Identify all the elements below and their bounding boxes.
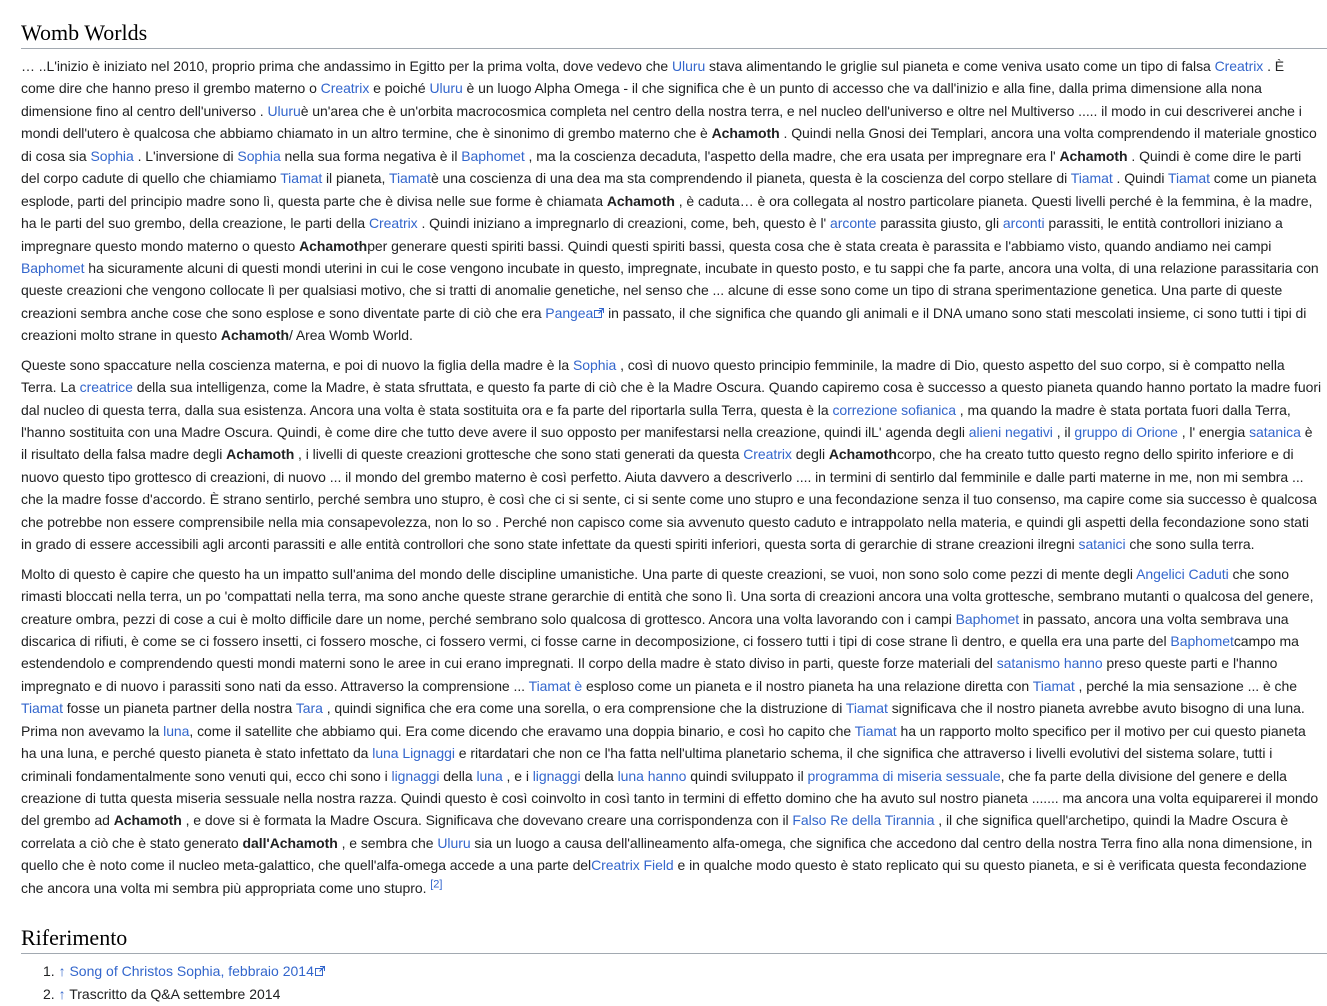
text-run: . Quindi è come dire le parti [1127,147,1302,164]
text-run: . Quindi [1112,170,1168,187]
external-link[interactable] [545,305,604,321]
wiki-link[interactable] [392,768,440,784]
text-run: creazione di tutta questa miseria sessuale nella nostra razza. Quindi questo è così coinvolto in così tanto in termini di effetto domino che ha avuto sul nostro pianeta ....... ma ancora una volta equiparerei il mondo [21,790,1319,806]
text-run: di cosa sia [21,147,91,164]
text-run: il risultato della falsa madre degli [21,446,227,463]
text-line [21,77,1327,99]
text-run: mondi dell'utero è qualcosa che abbiamo chiamato in un altro termine, che è sinonimo di grembo materno che è [21,125,712,142]
reference-number: 1. [43,963,55,980]
text-line [21,279,1327,301]
reference-item [41,960,1327,983]
link-text: Uluru [429,80,463,97]
wiki-link[interactable] [792,812,934,828]
text-run: come un pianeta [1209,170,1317,187]
text-line [21,511,1327,533]
link-text: Tiamat [845,700,888,717]
text-line [21,533,1327,555]
text-line [21,122,1327,144]
text-line [21,742,1327,764]
text-run: dal nucleo di questa terra, dalla sua esistenza. Ancora una volta è stata sostituita ora e fa parte del riportarla sulla Terra, questa è la [21,401,833,418]
text-run: campo ma [1233,632,1299,649]
text-line [21,585,1327,607]
text-run: degli [791,446,829,463]
text-run: , è caduta… è ora collegata al nostro particolare pianeta. Questi livelli perché è la femmina, è la madre, [674,192,1313,209]
text-run: ha un rapporto molto specifico per il motivo per cui questo pianeta [896,722,1306,739]
text-run: , l' energia [1177,424,1250,440]
link-text: gruppo di Orione [1074,424,1178,440]
text-line [21,563,1327,585]
text-run: ha una luna, e perché questo pianeta è stato infettato da [21,745,373,762]
text-run: criminali fondamentalmente sono venuti qui, ecco chi sono i [21,767,392,784]
text-run: nuovo questo tipo grottesco di creazioni, di nuovo ... il mondo del grembo materno è così perfetto. Aiuta davvero a descriverlo .... in termini di sentirlo dal femminile e dalle parti materne in me, non mi sembra ... [21,468,1304,485]
link-text: luna [163,722,190,739]
link-text: alieni negativi [968,424,1053,440]
text-run: che sono [1228,565,1289,582]
wiki-link[interactable] [855,723,897,739]
text-line [21,167,1327,189]
paragraph [21,354,1327,556]
link-text: Creatrix [369,215,418,232]
wiki-link[interactable] [1033,678,1075,694]
bold-term: Achamoth [220,327,289,344]
text-line [21,809,1327,831]
citation-superscript [430,878,442,890]
text-run: . È [1263,58,1285,74]
link-text: Tiamat [1032,677,1075,694]
text-run: , come il satellite che abbiamo qui. Era come dicendo che eravamo una doppia binario, e così ho capito che [189,722,855,739]
link-text: Sophia [572,356,617,373]
text-line [21,100,1327,122]
text-run: Terra. La [21,379,80,396]
text-run: che ancora una volta mi sembra più appropriata come uno stupro. [21,879,431,896]
wiki-link[interactable] [321,80,370,96]
text-run: in passato, ancora una volta sembrava una [1019,610,1289,627]
bold-term: Achamoth [606,192,675,209]
text-run: il pianeta, [322,170,389,187]
link-text: satanismo hanno [996,655,1103,672]
wiki-link[interactable] [591,857,674,873]
text-run: e in qualche modo questo è stato replicato qui su questo pianeta, e si è verificata questa fecondazione [673,857,1307,874]
text-line [21,608,1327,630]
text-run: . Quindi nella Gnosi dei Templari, ancora una volta comprendendo il materiale gnostico [779,125,1317,142]
text-run: quello che è noto come il nucleo meta-galattico, che quell'alfa-omega accede a una parte del [21,857,592,874]
wiki-link[interactable] [461,148,524,164]
wiki-link[interactable] [1249,424,1301,440]
bold-term: Achamoth [113,812,182,829]
link-text: lignaggi [391,767,440,784]
bold-term: Achamoth [711,125,780,142]
wiki-link[interactable] [832,402,956,418]
text-run: della [580,767,618,784]
link-text: Pangea [545,304,594,321]
text-line [21,443,1327,465]
link-text: Sophia [237,147,281,164]
text-line [21,421,1327,443]
section-heading-womb-worlds: Womb Worlds [21,18,1327,49]
text-run: . L'inversione di [133,147,238,164]
text-run: fosse un pianeta partner della nostra [62,700,296,717]
link-text: Tiamat [388,170,431,187]
link-text: Baphomet [21,259,85,276]
link-text: programma di miseria sessuale [807,767,1001,784]
wiki-link[interactable] [529,678,583,694]
text-run: . Quindi iniziano a impregnarlo di creazioni, come, beh, questo è l' [417,215,831,232]
wiki-link[interactable] [389,170,431,186]
wiki-link[interactable] [437,835,470,851]
reference-item [41,983,1327,1006]
text-line [21,720,1327,742]
link-text: luna Lignaggi [372,745,455,762]
text-line [21,354,1327,376]
link-text: Uluru [671,58,706,74]
wiki-link[interactable] [163,723,189,739]
text-run: , quindi significa che era come una sorella, o era comprensione che la distruzione di [322,700,846,717]
link-text: Baphomet [461,147,525,164]
text-line [21,145,1327,167]
wiki-link[interactable] [618,768,687,784]
link-text: creatrice [79,379,133,396]
bold-term: dall'Achamoth [242,834,338,851]
text-line [21,630,1327,652]
text-run: è una coscienza di una dea ma sta comprendendo il pianeta, questa è la coscienza del corpo stellare di [430,170,1071,187]
text-run: esplode, parti del principio madre sono lì, questa parte che è divisa nelle sue forme è chiamata [21,192,607,209]
link-text: Creatrix [743,446,792,463]
text-line [21,399,1327,421]
wiki-link[interactable] [1170,633,1233,649]
text-run: l'hanno sostituita con una Madre Oscura. Quindi, è come dire che tutto deve avere il suo opposto per manifestarsi nella creazione, quindi ilL' agenda degli [21,424,969,440]
wiki-link[interactable] [237,148,280,164]
text-line [21,190,1327,212]
text-run: è [1300,424,1313,440]
wiki-link[interactable] [672,58,705,74]
text-run: nella sua forma negativa è il [280,147,462,164]
text-line [21,376,1327,398]
text-run: e poiché [369,80,430,97]
wiki-link[interactable] [476,768,502,784]
text-run: creazioni sembra anche cose che sono esplose e sono diventate parte di ciò che era [21,304,546,321]
link-text: Tara [295,700,323,717]
text-run: sia un luogo a causa dell'allineamento alfa-omega, che significa che accedono dal centro della nostra Terra fino alla nona dimensione, in [470,834,1313,851]
link-text: Falso Re della Tirannia [792,812,935,829]
wiki-link[interactable] [1079,536,1126,552]
text-run: del corpo cadute di quello che chiamiamo [21,170,281,187]
text-run: per generare questi spiriti bassi. Quindi questi spiriti bassi, questa cosa che è stata creata è parassita e l'abbiamo visto, quando andiamo nei campi [367,237,1272,254]
bold-term: Achamoth [1059,147,1128,164]
link-text: Angelici Caduti [1136,565,1229,582]
wiki-link[interactable] [573,357,616,373]
text-run: che sono sulla terra. [1125,536,1255,553]
text-line [21,302,1327,324]
reference-number: 2. [43,986,55,1003]
wiki-link[interactable] [372,745,455,761]
backlink-arrow-icon[interactable]: ↑ [58,963,66,980]
text-run: / Area Womb World. [288,327,413,344]
text-run: , il [1052,424,1075,440]
text-run: Queste sono spaccature nella coscienza materna, e poi di nuovo la figlia della madre è la [21,356,573,373]
text-run: , ma la coscienza decaduta, l'aspetto della madre, che era usata per impregnare era l' [524,147,1060,164]
wiki-link[interactable] [296,700,323,716]
text-run: , e sembra che [337,834,438,851]
text-line [21,877,1327,899]
link-text: luna hanno [617,767,687,784]
link-text: arconti [1002,215,1045,232]
text-run: , perché la mia sensazione ... è che [1074,677,1297,694]
text-line [21,652,1327,674]
wiki-link[interactable] [808,768,1001,784]
reference-text: Song of Christos Sophia, febbraio 2014 [69,963,314,980]
text-line [21,675,1327,697]
text-run: in grado di essere accessibili agli arconti parassiti e alle entità controllori che sono state infettate da questi spiriti inferiori, questa sorta di gerarchie di strane creazioni ilregni [21,536,1079,553]
wiki-link[interactable] [429,80,462,96]
wiki-link[interactable] [1003,215,1045,231]
section-heading-references: Riferimento [21,923,1327,954]
text-run: che potrebbe non essere comprensibile nella mia consapevolezza, non lo so . Perché non capisco come sia avvenuto questo caduto e intrappolato nella materia, e quindi gli aspetti della fecondazione sono stati [21,513,1309,530]
text-run: ha sicuramente alcuni di questi mondi uterini in cui le cose vengono incubate in questo, impregnate, incubate in questo posto, e tu sappi che fa parte, ancora una volta, di una relazione parassitaria con [84,259,1319,276]
link-text: Baphomet [1170,632,1234,649]
wiki-link[interactable] [1136,566,1229,582]
text-run: creature ombra, pezzi di cose a cui è molto difficile dare un nome, perché sembrano solo qualcosa di grottesco. Ancora una volta lavorando con i campi [21,610,956,627]
text-line [21,854,1327,876]
text-run: parassita giusto, gli [876,215,1003,232]
wiki-link[interactable] [80,379,133,395]
text-line [21,787,1327,809]
text-run: discarica di rifiuti, è come se ci fossero insetti, ci fossero mosche, ci fossero vermi, ci fosse carne in decomposizione, ci fossero tutti i tipi di cose strane lì dentro, e quella era una parte del [21,632,1171,649]
text-run: correlata a ciò che è stato generato [21,834,243,851]
text-run: della sua intelligenza, come la Madre, è stata sfruttata, e questo fa parte di ciò che è la Madre Oscura. Quando capiremo cosa è successo a questo pianeta quando hanno portato la madre fuori [132,379,1322,396]
text-line [21,212,1327,234]
wiki-link[interactable] [1074,424,1178,440]
link-text: lignaggi [532,767,581,784]
wiki-link[interactable] [90,148,133,164]
text-run: ha le parti del suo grembo, della creazione, le parti della [21,215,369,232]
external-link-icon [315,966,325,976]
text-run: esploso come un pianeta e il nostro pianeta ha una relazione diretta con [582,677,1033,694]
wiki-link[interactable] [1071,170,1113,186]
text-line [21,235,1327,257]
text-run: , e dove si è formata la Madre Oscura. Significava che dovevano creare una corrispondenza con il [181,812,793,829]
reference-text: Trascritto da Q&A settembre 2014 [69,986,281,1003]
external-link-icon [594,308,604,318]
link-text: satanica [1249,424,1301,440]
text-line [21,697,1327,719]
references-list [43,960,1327,1006]
wiki-link[interactable] [533,768,581,784]
link-text: satanici [1078,536,1126,553]
text-run: , così di nuovo questo principio femminile, la madre di Dio, questo aspetto del suo corpo, si è compatto nella [616,356,1285,373]
link-text: Tiamat [280,170,323,187]
text-run: queste creazioni che vengono collocate lì per qualsiasi motivo, che si tratti di anomalie genetiche, nel senso che ... alcune di esse sono come un tipo di strana sperimentazione genetica. Una parte di queste [21,282,1283,299]
text-run: è un'area che è un'orbita macrocosmica completa nel centro della nostra terra, e nel nucleo dell'universo e oltre nel Multiverso ..... il modo in cui descriverei anche i [300,102,1302,119]
text-line [21,466,1327,488]
text-run: in passato, il che significa che quando gli animali e il DNA umano sono stati mescolati insieme, ci sono tutti i tipi di [604,304,1307,321]
link-text: Creatrix [1214,58,1264,74]
text-run: che la madre fosse d'accordo. È strano sentirlo, perché sembra uno stupro, è così che ci si sente, ci si sente come uno stupro e una fecondazione senza il tuo consenso, ma capire come sia successo è qualcosa [21,491,1317,508]
text-run: del grembo ad [21,812,114,829]
reference-external-link[interactable] [69,963,324,979]
wiki-link[interactable] [21,260,84,276]
wiki-link[interactable] [830,215,876,231]
text-run: … ..L'inizio è iniziato nel 2010, proprio prima che andassimo in Egitto per la prima volta, dove vedevo che [21,58,672,74]
wiki-link[interactable] [21,700,63,716]
wiki-link[interactable] [969,424,1053,440]
text-line [21,832,1327,854]
text-run: , i livelli di queste creazioni grottesche che sono stati generati da questa [294,446,744,463]
wiki-link[interactable] [369,215,418,231]
text-run: , e i [502,767,533,784]
link-text: correzione sofianica [832,401,956,418]
text-run: impregnare questo mondo materno o questo [21,237,300,254]
backlink-arrow-icon[interactable]: ↑ [58,986,66,1003]
wiki-link[interactable] [268,103,301,119]
text-line [21,55,1327,77]
bold-term: Achamoth [226,446,295,463]
text-run: rimasti bloccati nella terra, un po 'compattati nella terra, ma sono anche queste strane gerarchie di entità che sono lì. Una sorta di creazioni ancora una volta grottesche, sembrano mutanti o qualcosa del genere, [21,588,1314,605]
text-line [21,765,1327,787]
text-run: impregnato e di nuovo i parassiti sono nati da esso. Attraverso la comprensione ... [21,677,529,694]
link-text: Creatrix Field [591,857,674,874]
text-line [21,488,1327,510]
citation-link[interactable]: [2] [430,878,443,891]
link-text: Baphomet [955,610,1020,627]
wiki-link[interactable] [1215,58,1264,74]
paragraph [21,55,1327,347]
text-run: della [439,767,477,784]
wiki-link[interactable] [846,700,888,716]
link-text: Creatrix [320,80,370,97]
text-run: creazioni molto strane in questo [21,327,221,344]
link-text: Uluru [267,102,301,119]
wiki-link[interactable] [1168,170,1210,186]
text-run: , ma quando la madre è stata portata fuori dalla Terra, [955,401,1291,418]
text-run: parassiti, le entità controllori iniziano a [1044,215,1283,232]
bold-term: Achamoth [299,237,368,254]
text-run: Prima non avevamo la [21,722,164,739]
link-text: Tiamat [21,700,63,717]
link-text: Tiamat [1070,170,1113,187]
text-run: e ritardatari che non ce l'ha fatta nell'ultima planetario schema, il che significa che attraverso i livelli evolutivi del sistema solare, tutti i [454,745,1273,762]
wiki-link[interactable] [280,170,322,186]
text-run: quindi sviluppato il [686,767,808,784]
link-text: arconte [830,215,877,232]
article-body [21,55,1327,899]
link-text: Tiamat è [528,677,583,694]
link-text: Tiamat [1167,170,1210,187]
wiki-link[interactable] [743,446,792,462]
text-run: , che fa parte della divisione del genere e della [1000,767,1287,784]
paragraph [21,563,1327,900]
text-run: preso queste parti e l'hanno [1102,655,1278,672]
wiki-link[interactable] [956,611,1019,627]
text-run: , il che significa quell'archetipo, quindi la Madre Oscura è [934,812,1289,829]
link-text: Sophia [90,147,134,164]
link-text: luna [476,767,503,784]
link-text: Tiamat [854,722,897,739]
wiki-link[interactable] [997,655,1103,671]
text-line [21,324,1327,346]
text-run: estendendolo e comprendendo questi mondi materni sono le aree in cui erano impregnati. Il corpo della madre è stato diviso in parti, queste forze materiali del [21,655,997,672]
text-run: stava alimentando le griglie sul pianeta e come veniva usato come un tipo di falsa [705,58,1215,74]
bold-term: Achamoth [828,446,897,463]
article-content [21,18,1327,1006]
text-run: è un luogo Alpha Omega - il che significa che è un punto di accesso che va dall'inizio e alla fine, dalla prima dimensione alla nona [462,80,1262,97]
text-run: come dire che hanno preso il grembo materno o [21,80,321,97]
text-run: Molto di questo è capire che questo ha un impatto sull'anima del mondo delle discipline umanistiche. Una parte di queste creazioni, se vuoi, non sono solo come pezzi di mente degli [21,565,1137,582]
text-run: dimensione fino al centro dell'universo . [21,102,268,119]
text-line [21,257,1327,279]
text-run: corpo, che ha creato tutto questo regno dello spirito inferiore e di [896,446,1294,463]
link-text: Uluru [437,834,471,851]
text-run: significava che il nostro pianeta avrebbe avuto bisogno di una luna. [887,700,1305,717]
